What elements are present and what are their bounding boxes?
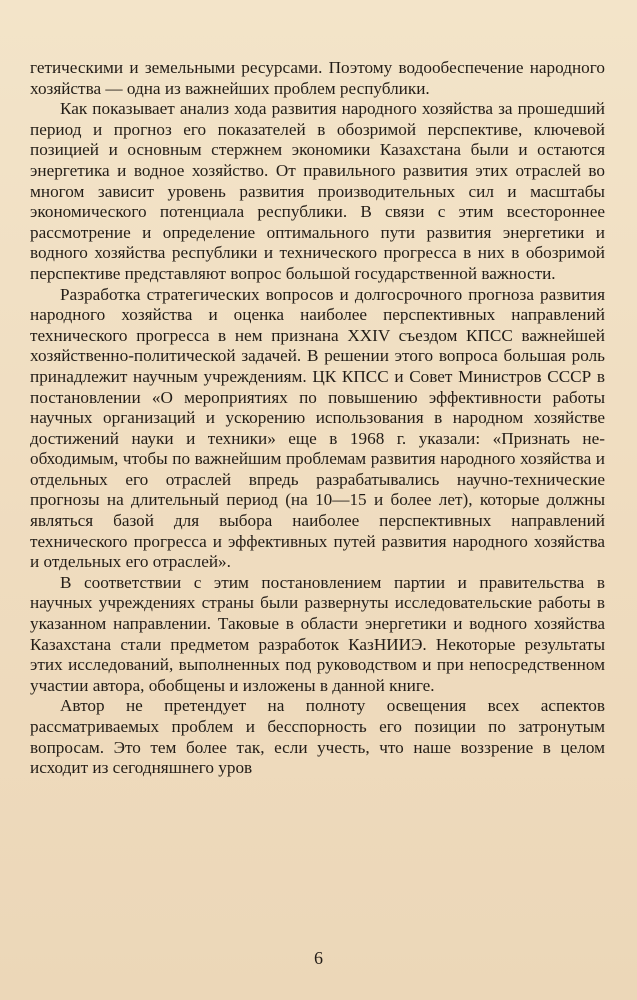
paragraph-author: Автор не претендует на полноту освещения всех аспектов рассматриваемых проблем и бесспорность его позиции по затронутым вопросам. Это тем более так, если учесть, что наше воззрение в целом исходит из сегодняшнего уров — [30, 696, 605, 778]
paragraph-analysis: Как показывает анализ хода развития народного хозяйства за прошедший период и прогноз его показателей в обозримой перспективе, ключевой позицией и основным стержнем экономики Казахстана были и остаются энергетика и водное хозяйство. От правильного развития этих отраслей во многом зависит уровень развития производительных сил и масштабы экономического потенциала республики. В связи с этим всестороннее рассмотрение и определение оптимального пути развития энергетики и водного хозяйства республики и технического прогресса в них в обозримой перспективе представляют вопрос большой государственной важности. — [30, 99, 605, 283]
paragraph-research: В соответствии с этим постановлением партии и правительства в научных учреждениях страны были развернуты исследовательские работы в указанном направлении. Таковые в области энергетики и водного хозяйства Казахстана стали предметом разработок КазНИИЭ. Некоторые результаты этих исследований, выполненных под руководством и при непосредственном участии автора, обобщены и изложены в данной книге. — [30, 572, 605, 695]
paragraph-continuation: гетическими и земельными ресурсами. Поэтому водообеспечение народного хозяйства — одна из важнейших проблем республики. — [30, 58, 605, 98]
paragraph-forecast: Разработка стратегических вопросов и долгосрочного прогноза развития народного хозяйства и оценка наиболее перспективных направлений технического прогресса в нем признана XXIV съездом КПСС важнейшей хозяйственно-политической задачей. В решении этого вопроса большая роль принадлежит научным учреждениям. ЦК КПСС и Совет Министров СССР в постановлении «О мероприятиях по повышению эффективности работы научных организаций и ускорению использования в народном хозяйстве достижений науки и техники» еще в 1968 г. указали: «Признать необходимым, чтобы по важнейшим проблемам развития народного хозяйства и отдельных его отраслей впредь разрабатывались научно-технические прогнозы на длительный период (на 10—15 и более лет), которые должны являться базой для выбора наиболее перспективных направлений технического прогресса и эффективных путей развития народного хозяйства и отдельных его отраслей». — [30, 284, 605, 572]
page-number: 6 — [314, 948, 323, 968]
body-text — [30, 58, 605, 779]
